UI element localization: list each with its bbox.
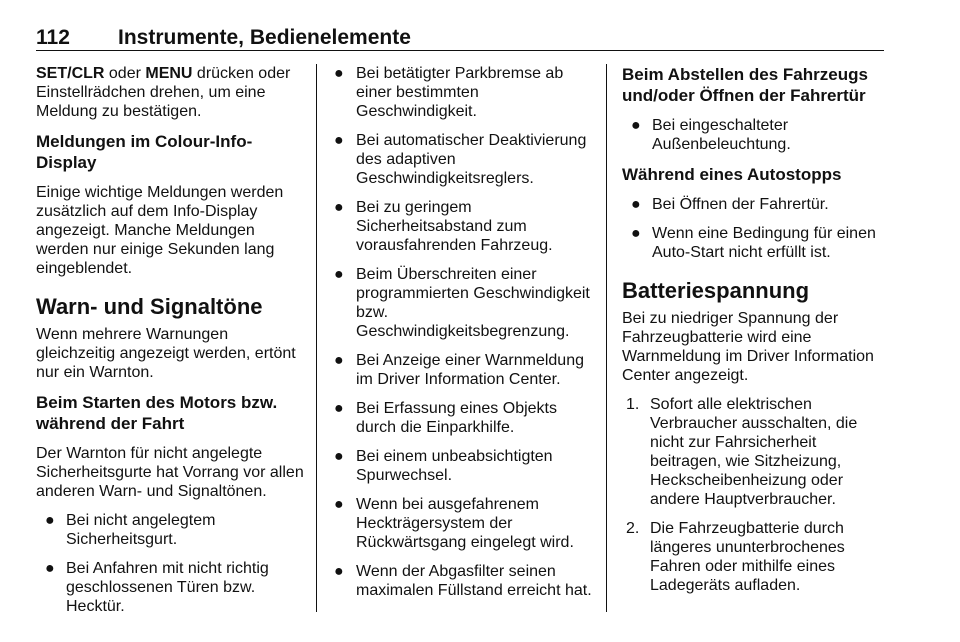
paragraph-warn-signal: Wenn mehrere Warnungen gleichzeitig angezeigt werden, ertönt nur ein Warnton. xyxy=(36,326,296,381)
list-item-text: Bei einem unbeabsichtigten Spurwechsel. xyxy=(356,448,553,484)
list-item-text: Wenn der Abgasfilter seinen maximalen Füllstand erreicht hat. xyxy=(356,563,592,599)
list-item xyxy=(622,519,884,595)
list-item xyxy=(330,447,592,485)
bullet-icon: ● xyxy=(631,196,641,213)
list-item-text: Wenn eine Bedingung für einen Auto-Start nicht erfüllt ist. xyxy=(652,225,876,261)
header-rule xyxy=(36,50,884,51)
bullet-icon: ● xyxy=(631,117,641,134)
key-menu: MENU xyxy=(145,65,193,82)
list-item xyxy=(330,198,592,255)
list-item xyxy=(330,495,592,552)
bullet-icon: ● xyxy=(334,132,344,149)
list-item-text: Bei eingeschalteter Außenbeleuchtung. xyxy=(652,117,791,153)
bullet-list-col2 xyxy=(330,64,592,600)
list-item-text: Bei nicht angelegtem Sicherheitsgurt. xyxy=(66,512,216,548)
bullet-icon: ● xyxy=(334,266,344,283)
intro-paragraph xyxy=(36,64,304,121)
list-item xyxy=(36,511,304,549)
page-header xyxy=(36,22,884,52)
bullet-icon: ● xyxy=(45,560,55,577)
list-item xyxy=(622,224,884,262)
section-title: Instrumente, Bedienelemente xyxy=(118,26,411,49)
bullet-list-parking xyxy=(622,116,884,154)
column-divider-2 xyxy=(606,64,607,612)
intro-text-1: oder xyxy=(104,65,146,82)
bullet-icon: ● xyxy=(45,512,55,529)
page-number: 112 xyxy=(36,26,70,49)
column-3 xyxy=(622,64,884,605)
list-item xyxy=(622,195,884,214)
heading-warn-signal: Warn- und Signaltöne xyxy=(36,294,263,319)
list-item xyxy=(330,399,592,437)
list-item-text: Die Fahrzeugbatterie durch längeres ununterbrochenes Fahren oder mithilfe eines Ladegeräts aufladen. xyxy=(650,520,845,594)
bullet-icon: ● xyxy=(334,448,344,465)
heading-colour-info: Meldungen im Colour-Info-Display xyxy=(36,132,253,172)
column-1 xyxy=(36,64,304,626)
heading-autostop: Während eines Autostopps xyxy=(622,165,842,184)
list-item-text: Bei betätigter Parkbremse ab einer bestimmten Geschwindigkeit. xyxy=(356,65,564,120)
step-number: 1. xyxy=(626,396,640,413)
list-item xyxy=(330,64,592,121)
column-2 xyxy=(330,64,592,610)
list-item-text: Wenn bei ausgefahrenem Heckträgersystem der Rückwärtsgang eingelegt wird. xyxy=(356,496,574,551)
list-item-text: Bei Öffnen der Fahrertür. xyxy=(652,196,829,213)
numbered-list-battery xyxy=(622,395,884,595)
bullet-list-autostop xyxy=(622,195,884,262)
bullet-icon: ● xyxy=(334,65,344,82)
heading-engine-start: Beim Starten des Motors bzw. während der Fahrt xyxy=(36,393,278,433)
bullet-icon: ● xyxy=(334,496,344,513)
bullet-icon: ● xyxy=(334,400,344,417)
list-item xyxy=(330,131,592,188)
list-item-text: Beim Überschreiten einer programmierten Geschwindigkeit bzw. Geschwindigkeitsbegrenzung. xyxy=(356,266,590,340)
paragraph-engine-start: Der Warnton für nicht angelegte Sicherheitsgurte hat Vorrang vor allen anderen Warn- und Signaltönen. xyxy=(36,445,304,500)
heading-battery: Batteriespannung xyxy=(622,278,810,303)
list-item-text: Bei automatischer Deaktivierung des adaptiven Geschwindigkeitsreglers. xyxy=(356,132,587,187)
bullet-icon: ● xyxy=(334,352,344,369)
list-item-text: Bei zu geringem Sicherheitsabstand zum vorausfahrenden Fahrzeug. xyxy=(356,199,553,254)
paragraph-colour-info: Einige wichtige Meldungen werden zusätzlich auf dem Info-Display angezeigt. Manche Meldungen werden nur einige Sekunden lang eingeblendet. xyxy=(36,184,284,277)
list-item xyxy=(622,116,884,154)
list-item xyxy=(622,395,884,509)
paragraph-battery: Bei zu niedriger Spannung der Fahrzeugbatterie wird eine Warnmeldung im Driver Information Center angezeigt. xyxy=(622,310,874,384)
heading-parking: Beim Abstellen des Fahrzeugs und/oder Öffnen der Fahrertür xyxy=(622,65,868,105)
bullet-icon: ● xyxy=(631,225,641,242)
intro-text-2: drücken oder Einstellrädchen drehen, um eine Meldung zu bestätigen. xyxy=(36,65,291,120)
bullet-icon: ● xyxy=(334,199,344,216)
list-item-text: Sofort alle elektrischen Verbraucher ausschalten, die nicht zur Fahrsicherheit beitragen, wie Sitzheizung, Heckscheibenheizung oder andere Hauptverbraucher. xyxy=(650,396,858,508)
bullet-icon: ● xyxy=(334,563,344,580)
list-item xyxy=(330,265,592,341)
list-item-text: Bei Anfahren mit nicht richtig geschlossenen Türen bzw. Hecktür. xyxy=(66,560,269,615)
column-divider-1 xyxy=(316,64,317,612)
list-item-text: Bei Erfassung eines Objekts durch die Einparkhilfe. xyxy=(356,400,557,436)
list-item xyxy=(330,562,592,600)
step-number: 2. xyxy=(626,520,640,537)
list-item xyxy=(330,351,592,389)
list-item xyxy=(36,559,304,616)
bullet-list-col1 xyxy=(36,511,304,616)
list-item-text: Bei Anzeige einer Warnmeldung im Driver Information Center. xyxy=(356,352,584,388)
key-set-clr: SET/CLR xyxy=(36,65,105,82)
